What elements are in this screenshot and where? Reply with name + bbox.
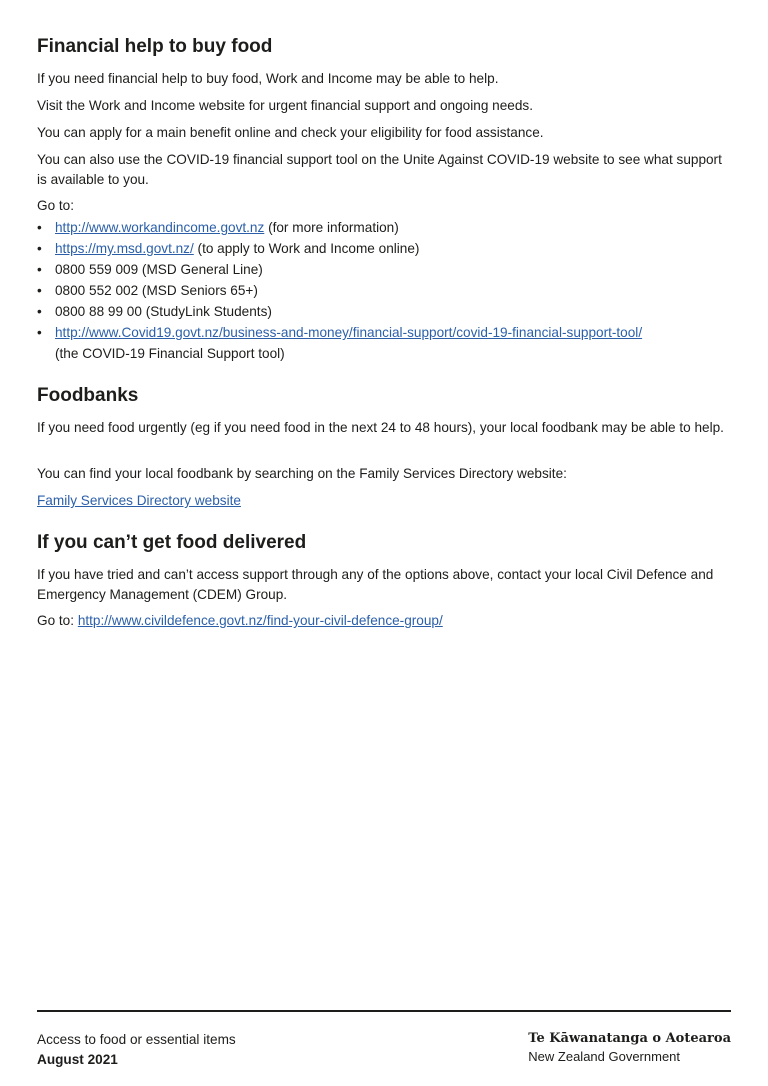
- paragraph: You can find your local foodbank by searching on the Family Services Directory website:: [37, 466, 567, 481]
- list-item: [37, 280, 731, 301]
- family-services-directory-link[interactable]: Family Services Directory website: [37, 493, 241, 508]
- bullet-icon: •: [37, 241, 42, 256]
- list-item: [37, 259, 731, 280]
- msd-link[interactable]: https://my.msd.govt.nz/: [55, 241, 194, 256]
- list-item-text: 0800 88 99 00 (StudyLink Students): [55, 304, 272, 319]
- list-item: [37, 217, 731, 238]
- logo-maori-text: Te Kāwanatanga o Aotearoa: [528, 1031, 731, 1046]
- heading-food-delivered: If you can’t get food delivered: [37, 532, 307, 553]
- paragraph: You can also use the COVID-19 financial support tool on the Unite Against COVID-19 website to see what support is available to you.: [37, 152, 722, 187]
- paragraph: If you have tried and can’t access support through any of the options above, contact your local Civil Defence and Emergency Management (CDEM) Group.: [37, 567, 714, 602]
- footer-left: [37, 1030, 236, 1070]
- goto-label: Go to:: [37, 613, 78, 628]
- heading-financial-help: Financial help to buy food: [37, 36, 273, 57]
- logo-government-text: New Zealand Government: [528, 1049, 681, 1064]
- bullet-icon: •: [37, 304, 42, 319]
- list-item-text: (the COVID-19 Financial Support tool): [55, 346, 285, 361]
- list-item-text: 0800 559 009 (MSD General Line): [55, 262, 263, 277]
- list-item-text: (to apply to Work and Income online): [193, 241, 420, 256]
- paragraph: [37, 611, 727, 631]
- list-item: [37, 322, 731, 364]
- civil-defence-link[interactable]: http://www.civildefence.govt.nz/find-your-civil-defence-group/: [77, 613, 443, 628]
- workandincome-link[interactable]: http://www.workandincome.govt.nz: [55, 220, 265, 235]
- heading-foodbanks: Foodbanks: [37, 385, 139, 406]
- paragraph: [37, 491, 727, 511]
- bullet-icon: •: [37, 262, 42, 277]
- bullet-icon: •: [37, 283, 42, 298]
- contact-list: [37, 217, 731, 364]
- paragraph: Visit the Work and Income website for urgent financial support and ongoing needs.: [37, 98, 533, 113]
- list-item-text: 0800 552 002 (MSD Seniors 65+): [55, 283, 258, 298]
- paragraph: If you need financial help to buy food, Work and Income may be able to help.: [37, 71, 499, 86]
- goto-label: Go to:: [37, 198, 75, 213]
- footer-date: August 2021: [37, 1052, 118, 1067]
- paragraph: If you need food urgently (eg if you need food in the next 24 to 48 hours), your local foodbank may be able to help.: [37, 420, 724, 435]
- bullet-icon: •: [37, 220, 42, 235]
- footer-divider: [37, 1010, 731, 1012]
- paragraph: You can apply for a main benefit online and check your eligibility for food assistance.: [37, 125, 544, 140]
- covid-support-tool-link[interactable]: http://www.Covid19.govt.nz/business-and-money/financial-support/covid-19-financial-support-tool/: [55, 325, 643, 340]
- list-item-text: (for more information): [264, 220, 399, 235]
- footer-title: Access to food or essential items: [37, 1032, 236, 1047]
- list-item: [37, 301, 731, 322]
- list-item: [37, 238, 731, 259]
- bullet-icon: •: [37, 325, 42, 340]
- nz-government-logo: [528, 1030, 731, 1066]
